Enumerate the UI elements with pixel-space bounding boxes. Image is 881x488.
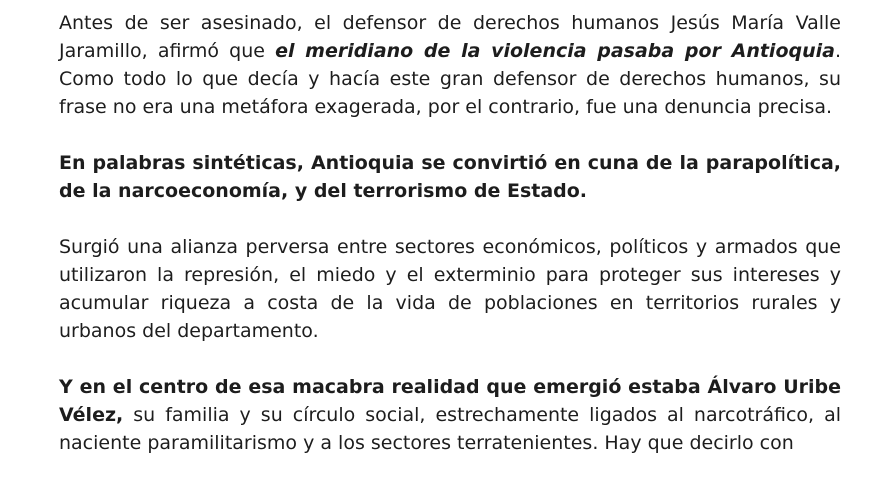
paragraph-text: . Como todo lo que decía y hacía este gran defensor de derechos humanos, su frase no era una metáfora exagerada, por el contrario, fue una denuncia precisa. [59,40,842,118]
article-body [59,9,841,485]
paragraph-valle-quote [59,9,841,121]
emphasized-quote: el meridiano de la violencia pasaba por Antioquia [275,40,835,62]
paragraph-uribe [59,373,841,457]
paragraph-alliance: Surgió una alianza perversa entre sectores económicos, políticos y armados que utilizaron la represión, el miedo y el exterminio para proteger sus intereses y acumular riqueza a costa de la vida de poblaciones en territorios rurales y urbanos del departamento. [59,236,841,342]
bold-lead: Y en el centro de esa macabra realidad que emergió estaba Álvaro Uribe Vélez, [59,376,841,426]
paragraph-text: su familia y su círculo social, estrechamente ligados al narcotráfico, al naciente paramilitarismo y a los sectores terratenientes. Hay que decirlo con [59,404,841,454]
paragraph-text: Antes de ser asesinado, el defensor de derechos humanos Jesús María Valle Jaramillo, afirmó que [59,12,841,62]
paragraph-summary: En palabras sintéticas, Antioquia se convirtió en cuna de la parapolítica, de la narcoeconomía, y del terrorismo de Estado. [59,152,841,202]
